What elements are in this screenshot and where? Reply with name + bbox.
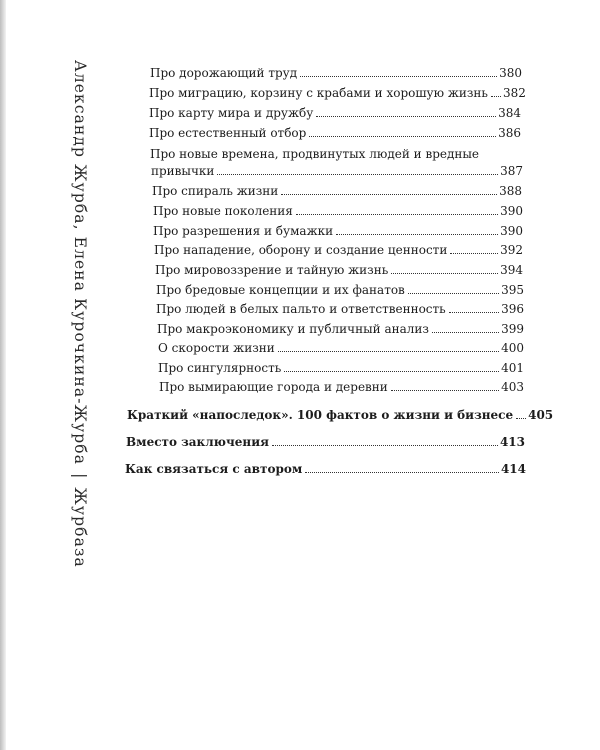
running-head-book-title: Журбаза — [71, 487, 89, 568]
toc-entry-title: Про людей в белых пальто и ответственность — [156, 302, 446, 316]
toc-entry-title: Про вымирающие города и деревни — [159, 380, 388, 394]
toc-section-page: 405 — [528, 408, 554, 422]
running-head-authors: Александр Журба, Елена Курочкина-Журба — [71, 60, 89, 466]
toc-entry-title: Про сингулярность — [158, 361, 282, 375]
toc-entry[interactable] — [155, 263, 523, 277]
toc-leader-dots — [449, 312, 499, 313]
toc-entry-page: 394 — [500, 263, 523, 277]
toc-entry-title: Про дорожающий труд — [150, 66, 298, 80]
toc-entry[interactable] — [158, 361, 524, 375]
toc-entry[interactable] — [149, 106, 521, 120]
toc-leader-dots — [450, 253, 498, 254]
toc-section-title: Вместо заключения — [126, 435, 269, 449]
toc-leader-dots — [391, 390, 499, 391]
toc-entry-title: привычки — [151, 164, 215, 178]
toc-leader-dots — [432, 332, 499, 333]
toc-entry[interactable] — [159, 380, 524, 394]
toc-entry-title: Про нападение, оборону и создание ценности — [154, 243, 448, 257]
toc-entry-title-line1: Про новые времена, продвинутых людей и вредные — [150, 147, 480, 161]
toc-entry[interactable] — [149, 126, 521, 140]
toc-leader-dots — [300, 76, 497, 77]
toc-entry-title: Про новые поколения — [153, 204, 293, 218]
toc-entry[interactable] — [153, 224, 523, 238]
toc-section[interactable] — [125, 462, 526, 476]
toc-entry[interactable] — [156, 283, 524, 297]
toc-entry-page: 392 — [500, 243, 523, 257]
toc-entry[interactable] — [149, 86, 526, 100]
toc-section-page: 414 — [500, 462, 526, 476]
toc-entry-page: 401 — [501, 361, 524, 375]
toc-section-title: Как связаться с автором — [125, 462, 303, 476]
running-head-separator: | — [71, 473, 89, 480]
toc-entry-page: 387 — [500, 164, 523, 178]
toc-entry-title: Про бредовые концепции и их фанатов — [156, 283, 405, 297]
toc-entry-title: Про карту мира и дружбу — [149, 106, 314, 120]
toc-entry[interactable] — [152, 184, 522, 198]
toc-section[interactable] — [127, 408, 554, 422]
toc-leader-dots — [278, 351, 499, 352]
toc-entry-title: Про макроэкономику и публичный анализ — [157, 322, 429, 336]
toc-entry[interactable] — [150, 66, 522, 80]
toc-entry-page: 388 — [499, 184, 522, 198]
toc-entry[interactable] — [158, 341, 524, 355]
toc-entry-title: Про миграцию, корзину с крабами и хорошую жизнь — [149, 86, 488, 100]
toc-entry-page: 390 — [500, 224, 523, 238]
toc-entry-title: Про естественный отбор — [149, 126, 307, 140]
toc-leader-dots — [217, 174, 498, 175]
toc-entry[interactable] — [153, 204, 523, 218]
toc-section-title: Краткий «напоследок». 100 фактов о жизни и бизнесе — [127, 408, 514, 422]
toc-entry-page: 400 — [501, 341, 524, 355]
toc-entry-title: Про мировоззрение и тайную жизнь — [155, 263, 389, 277]
toc-leader-dots — [391, 273, 498, 274]
toc-entry-page: 390 — [500, 204, 523, 218]
toc-leader-dots — [309, 136, 496, 137]
toc-section[interactable] — [126, 435, 525, 449]
toc-entry-page: 386 — [498, 126, 521, 140]
toc-entry-page: 396 — [501, 302, 524, 316]
toc-leader-dots — [516, 418, 526, 419]
toc-leader-dots — [281, 194, 497, 195]
toc-leader-dots — [336, 234, 498, 235]
toc-entry[interactable] — [151, 164, 523, 178]
toc-entry-page: 384 — [498, 106, 521, 120]
toc-entry-page: 380 — [499, 66, 522, 80]
toc-leader-dots — [491, 96, 501, 97]
toc-leader-dots — [408, 293, 499, 294]
toc-leader-dots — [316, 116, 496, 117]
toc-entry-page: 399 — [501, 322, 524, 336]
toc-entry-page: 395 — [501, 283, 524, 297]
toc-entry[interactable] — [156, 302, 524, 316]
toc-entry-title: О скорости жизни — [158, 341, 275, 355]
toc-entry-title: Про спираль жизни — [152, 184, 279, 198]
toc-entry-page: 382 — [502, 86, 526, 100]
toc-leader-dots — [284, 371, 499, 372]
toc-entry[interactable] — [154, 243, 523, 257]
toc-section-page: 413 — [499, 435, 525, 449]
toc-leader-dots — [305, 472, 499, 473]
toc-leader-dots — [296, 214, 498, 215]
toc-entry-page: 403 — [501, 380, 524, 394]
toc-leader-dots — [272, 445, 498, 446]
toc-entry-title: Про разрешения и бумажки — [153, 224, 334, 238]
toc-entry[interactable] — [157, 322, 524, 336]
